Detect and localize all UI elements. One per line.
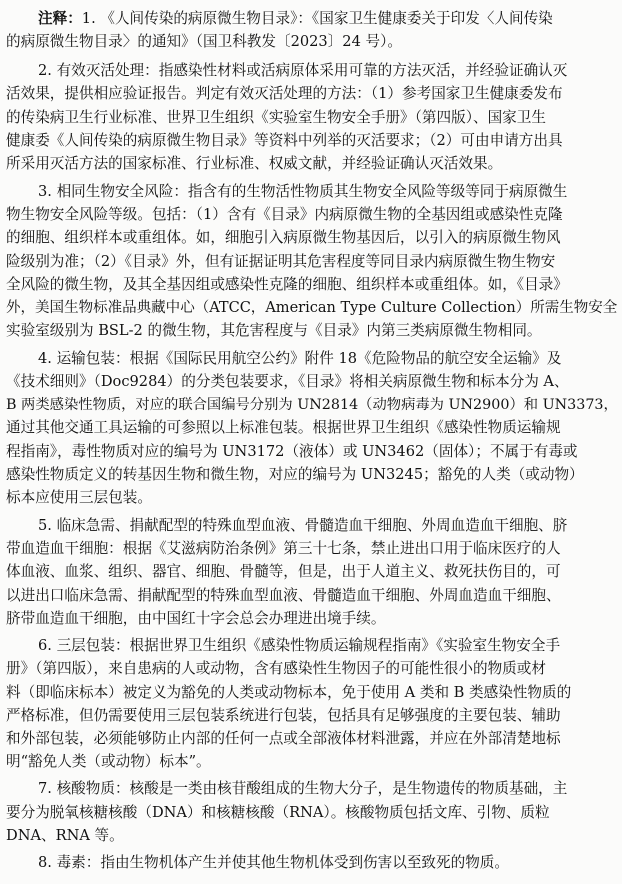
note-line-23: 带血造血干细胞：根据《艾滋病防治条例》第三十七条，禁止进出口用于临床医疗的人: [6, 540, 561, 557]
note-line-35: DNA、RNA 等。: [6, 827, 124, 844]
note-line-22: 5. 临床急需、捐献配型的特殊血型血液、骨髓造血干细胞、外周血造血干细胞、脐: [38, 517, 568, 534]
note-line-19: 程指南》，毒性物质对应的编号为 UN3172（液体）或 UN3462（固体）；不属于有毒或: [6, 443, 578, 460]
note-line-20: 感染性物质定义的转基因生物和微生物，对应的编号为 UN3245；豁免的人类（或动物）: [6, 466, 584, 483]
note-text: 1. 《人间传染的病原微生物目录》：《国家卫生健康委关于印发〈人间传染: [81, 10, 553, 27]
note-line-24: 体血液、血浆、组织、器官、细胞、骨髓等，但是，出于人道主义、救死扶伤目的，可: [6, 563, 561, 580]
note-line-4: 活效果，提供相应验证报告。判定有效灭活处理的方法：（1）参考国家卫生健康委发布: [6, 85, 563, 102]
note-line-25: 以进出口临床急需、捐献配型的特殊血型血液、骨髓造血干细胞、外周血造血干细胞、: [6, 587, 561, 604]
note-line-26: 脐带血造血干细胞，由中国红十字会总会办理进出境手续。: [6, 610, 386, 627]
note-line-21: 标本应使用三层包装。: [6, 489, 152, 506]
note-line-2: 的病原微生物目录〉的通知》（国卫科教发〔2023〕24 号）。: [6, 33, 403, 50]
note-line-30: 严格标准，但仍需要使用三层包装系统进行包装，包括具有足够强度的主要包装、辅助: [6, 707, 561, 724]
note-line-16: 《技术细则》（Doc9284）的分类包装要求，《目录》将相关病原微生物和标本分为 A、: [6, 373, 569, 390]
note-line-3: 2. 有效灭活处理：指感染性材料或活病原体采用可靠的方法灭活，并经验证确认灭: [38, 62, 568, 79]
note-line-31: 和外部包装，必须能够防止内部的任何一点或全部液体材料泄露，并应在外部清楚地标: [6, 730, 561, 747]
note-line-6: 健康委《人间传染的病原微生物目录》等资料中列举的灭活要求；（2）可由申请方出具: [6, 132, 563, 149]
note-line-5: 的传染病卫生行业标准、世界卫生组织《实验室生物安全手册》（第四版）、国家卫生: [6, 109, 546, 126]
note-line-28: 册》（第四版），来自患病的人或动物，含有感染性生物因子的可能性很小的物质或材: [6, 660, 546, 677]
note-line-18: 通过其他交通工具运输的可参照以上标准包装。根据世界卫生组织《感染性物质运输规: [6, 419, 561, 436]
note-line-9: 物生物安全风险等级。包括：（1）含有《目录》内病原微生物的全基因组或感染性克隆: [6, 206, 563, 223]
note-line-32: 明“豁免人类（或动物）标本”。: [6, 753, 211, 770]
note-line-1: [38, 9, 553, 29]
note-line-27: 6. 三层包装：根据世界卫生组织《感染性物质运输规程指南》《实验室生物安全手: [38, 637, 561, 654]
note-line-33: 7. 核酸物质：核酸是一类由核苷酸组成的生物大分子，是生物遗传的物质基础，主: [38, 780, 568, 797]
note-line-13: 外，美国生物标准品典藏中心（ATCC，American Type Culture Collection）所需生物安全: [6, 300, 618, 316]
note-line-10: 的细胞、组织样本或重组体。如，细胞引入病原微生物基因后，以引入的病原微生物风: [6, 229, 561, 246]
note-line-15: 4. 运输包装：根据《国际民用航空公约》附件 18《危险物品的航空安全运输》及: [38, 350, 562, 367]
note-line-8: 3. 相同生物安全风险：指含有的生物活性物质其生物安全风险等级等同于病原微生: [38, 183, 568, 200]
note-heading: 注释：: [38, 10, 82, 27]
note-line-7: 所采用灭活方法的国家标准、行业标准、权威文献，并经验证确认灭活效果。: [6, 155, 503, 172]
note-line-34: 要分为脱氧核糖核酸（DNA）和核糖核酸（RNA）。核酸物质包括文库、引物、质粒: [6, 804, 550, 821]
note-line-12: 全风险的微生物，及其全基因组或感染性克隆的细胞、组织样本或重组体。如，《目录》: [6, 276, 568, 293]
note-line-17: B 两类感染性物质，对应的联合国编号分别为 UN2814（动物病毒为 UN2900）和 UN3373，: [6, 397, 618, 413]
note-line-29: 料（即临床标本）被定义为豁免的人类或动物标本，免于使用 A 类和 B 类感染性物质的: [6, 684, 572, 701]
note-line-36: 8. 毒素：指由生物机体产生并使其他生物机体受到伤害以至致死的物质。: [38, 854, 509, 871]
note-line-11: 险级别为准；（2）《目录》外，但有证据证明其危害程度等同目录内病原微生物生物安: [6, 253, 556, 270]
note-line-14: 实验室级别为 BSL-2 的微生物，其危害程度与《目录》内第三类病原微生物相同。: [6, 322, 542, 339]
